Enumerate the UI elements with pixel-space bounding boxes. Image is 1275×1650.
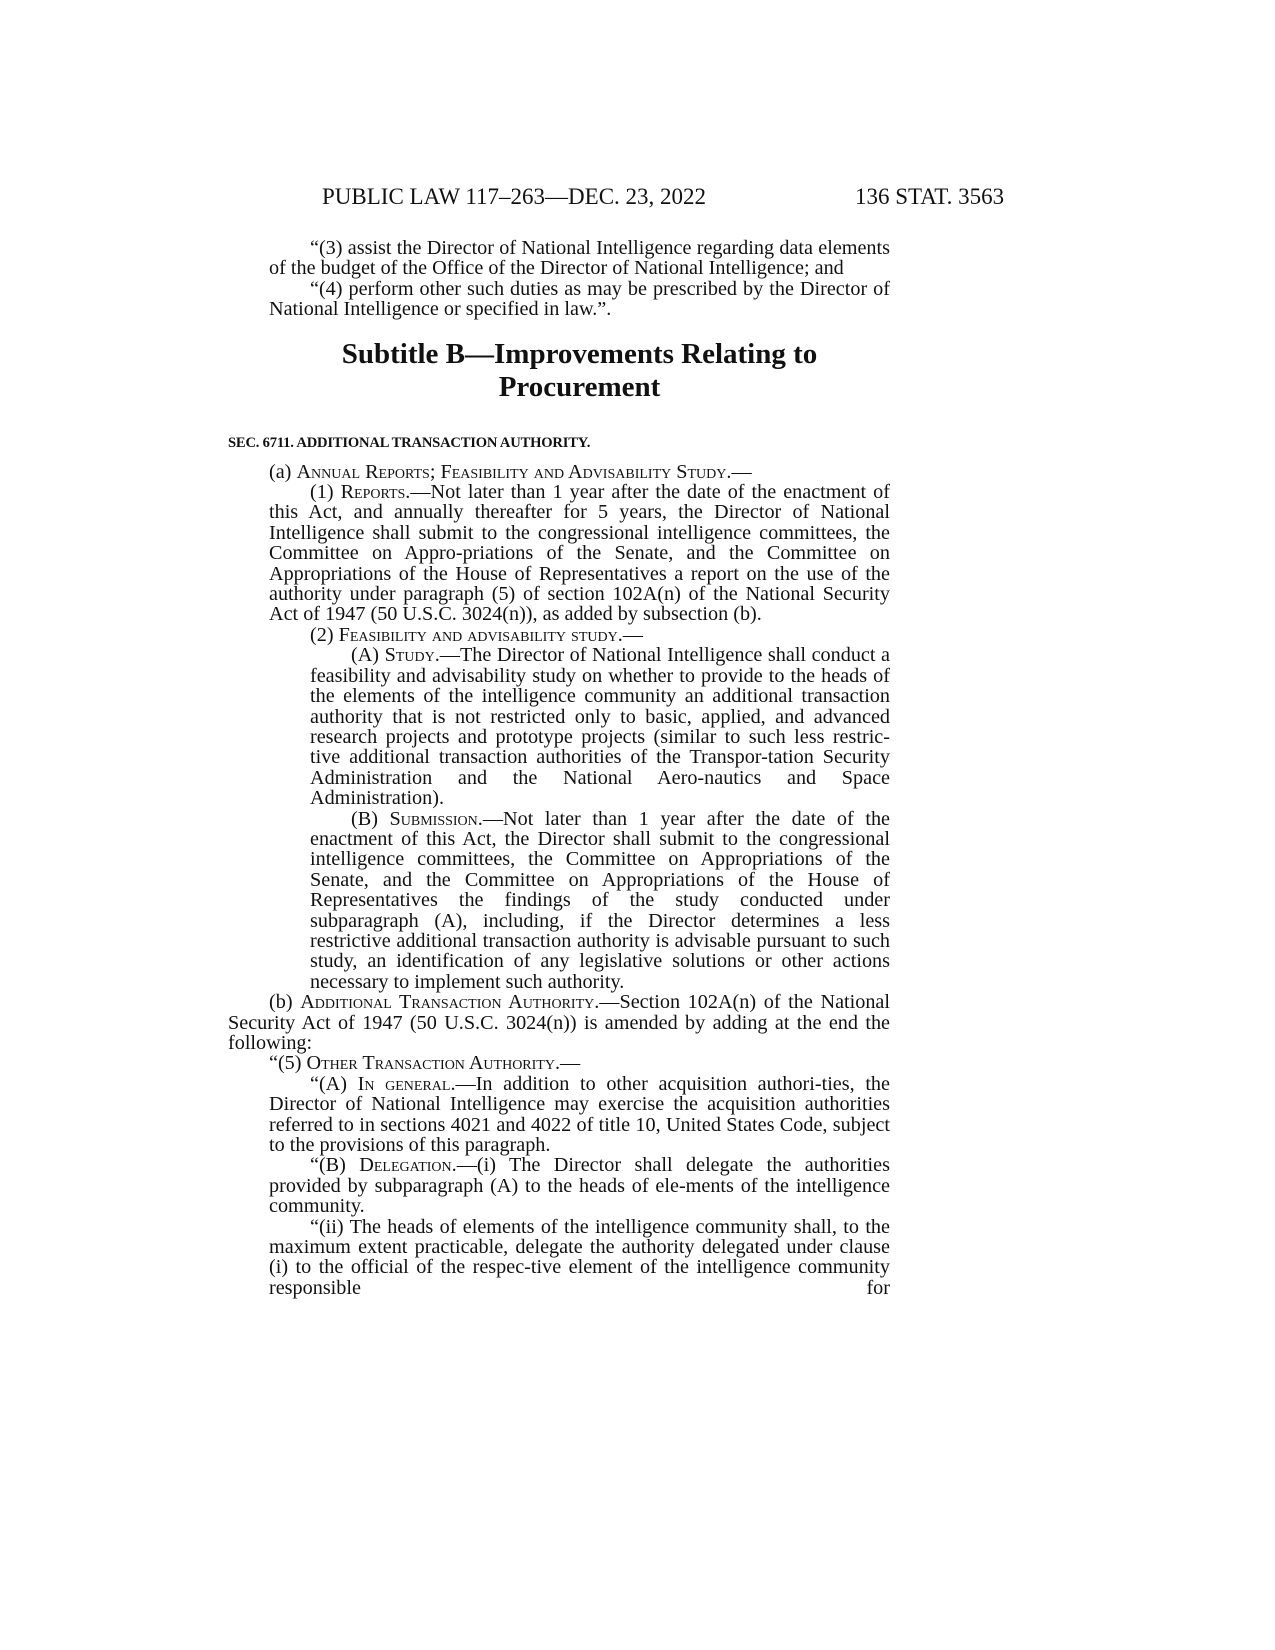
subparagraph-a2B (228, 809, 890, 993)
running-header-title: PUBLIC LAW 117–263—DEC. 23, 2022 (322, 184, 707, 209)
subparagraph-5A-text: —In addition to other acquisition authori-ties, the Director of National Intelligence may exercise the acquisition authorities referred to in sections 4021 and 4022 of title 10, United States Code, subject to the provisions of this paragraph. (269, 1072, 890, 1157)
subparagraph-a2B-text: —Not later than 1 year after the date of the enactment of this Act, the Director shall submit to the congressional intelligence committees, the Committee on Appropriations of the Senate, and the Committee on Appropriations of the House of Representatives the findings of the study conducted under subparagraph (A), including, if the Director determines a less restrictive additional transaction authority is advisable pursuant to such study, an identification of any legislative solutions or other actions necessary to implement such authority. (310, 807, 890, 993)
paragraph-5-dash: — (560, 1052, 581, 1075)
subsection-a-dash: — (731, 460, 752, 483)
subparagraph-a2A-label: (A) (351, 644, 385, 667)
paragraph-5-caption: Other Transaction Authority. (306, 1052, 561, 1075)
paragraph-a1-caption: Reports. (340, 481, 411, 504)
paragraph-5-label: “(5) (269, 1052, 307, 1075)
paragraph-a2-heading (228, 625, 890, 645)
section-heading: SEC. 6711. ADDITIONAL TRANSACTION AUTHORITY. (228, 434, 591, 451)
subsection-a-label: (a) (269, 460, 297, 483)
subparagraph-a2A-text: —The Director of National Intelligence shall conduct a feasibility and advisability study on whether to provide to the heads of the elements of the intelligence community an additional transaction authority that is not restricted only to basic, applied, and advanced research projects and prototype projects (similar to such less restric-tive additional transaction authorities of the Transpor-tation Security Administration and the National Aero-nautics and Space Administration). (310, 644, 890, 810)
subparagraph-5A-label: “(A) (310, 1072, 358, 1095)
body-text (228, 238, 890, 1298)
subparagraph-a2A (228, 645, 890, 808)
subsection-b (228, 992, 890, 1053)
paragraph-5-heading (228, 1053, 890, 1073)
subsection-a-caption: Annual Reports; Feasibility and Advisability Study. (296, 460, 732, 483)
subparagraph-a2A-caption: Study. (384, 644, 440, 667)
running-header-page-number: 136 STAT. 3563 (855, 184, 1005, 209)
subtitle-heading: Subtitle B—Improvements Relating to Procurement (341, 337, 818, 403)
subparagraph-a2B-label: (B) (351, 807, 390, 830)
subparagraph-5B (228, 1155, 890, 1216)
paragraph-3: “(3) assist the Director of National Intelligence regarding data elements of the budget of the Office of the Director of National Intelligence; and (269, 237, 890, 280)
paragraph-a2-dash: — (622, 623, 643, 646)
paragraph-a1-text: —Not later than 1 year after the date of the enactment of this Act, and annually thereafter for 5 years, the Director of National Intelligence shall submit to the congressional intelligence committees, the Committee on Appro-priations of the Senate, and the Committee on Appropriations of the House of Representatives a report on the use of the authority under paragraph (5) of section 102A(n) of the National Security Act of 1947 (50 U.S.C. 3024(n)), as added by subsection (b). (269, 481, 890, 626)
subsection-b-text: —Section 102A(n) of the National Security Act of 1947 (50 U.S.C. 3024(n)) is amended by adding at the end the following: (228, 991, 890, 1054)
subparagraph-5A-caption: In general. (357, 1072, 456, 1095)
subparagraph-5B-label: “(B) (310, 1154, 360, 1177)
paragraph-a2-caption: Feasibility and advisability study. (338, 623, 623, 646)
subparagraph-a2B-caption: Submission. (389, 807, 483, 830)
paragraph-a1-label: (1) (310, 481, 341, 504)
paragraph-4: “(4) perform other such duties as may be prescribed by the Director of National Intelligence or specified in law.”. (269, 277, 890, 321)
paragraph-a1 (228, 482, 890, 625)
subsection-a-heading (228, 462, 890, 482)
subparagraph-5B-text: —(i) The Director shall delegate the authorities provided by subparagraph (A) to the heads of ele-ments of the intelligence community. (269, 1154, 890, 1218)
paragraph-a2-label: (2) (310, 623, 339, 646)
subparagraph-5A (228, 1074, 890, 1156)
subparagraph-5B-caption: Delegation. (359, 1154, 457, 1177)
clause-5B-ii: “(ii) The heads of elements of the intelligence community shall, to the maximum extent practicable, delegate the authority delegated under clause (i) to the official of the respec-tive element of the intelligence community responsible for (269, 1215, 890, 1299)
subsection-b-label: (b) (269, 991, 301, 1014)
subsection-b-caption: Additional Transaction Authority. (300, 991, 600, 1014)
